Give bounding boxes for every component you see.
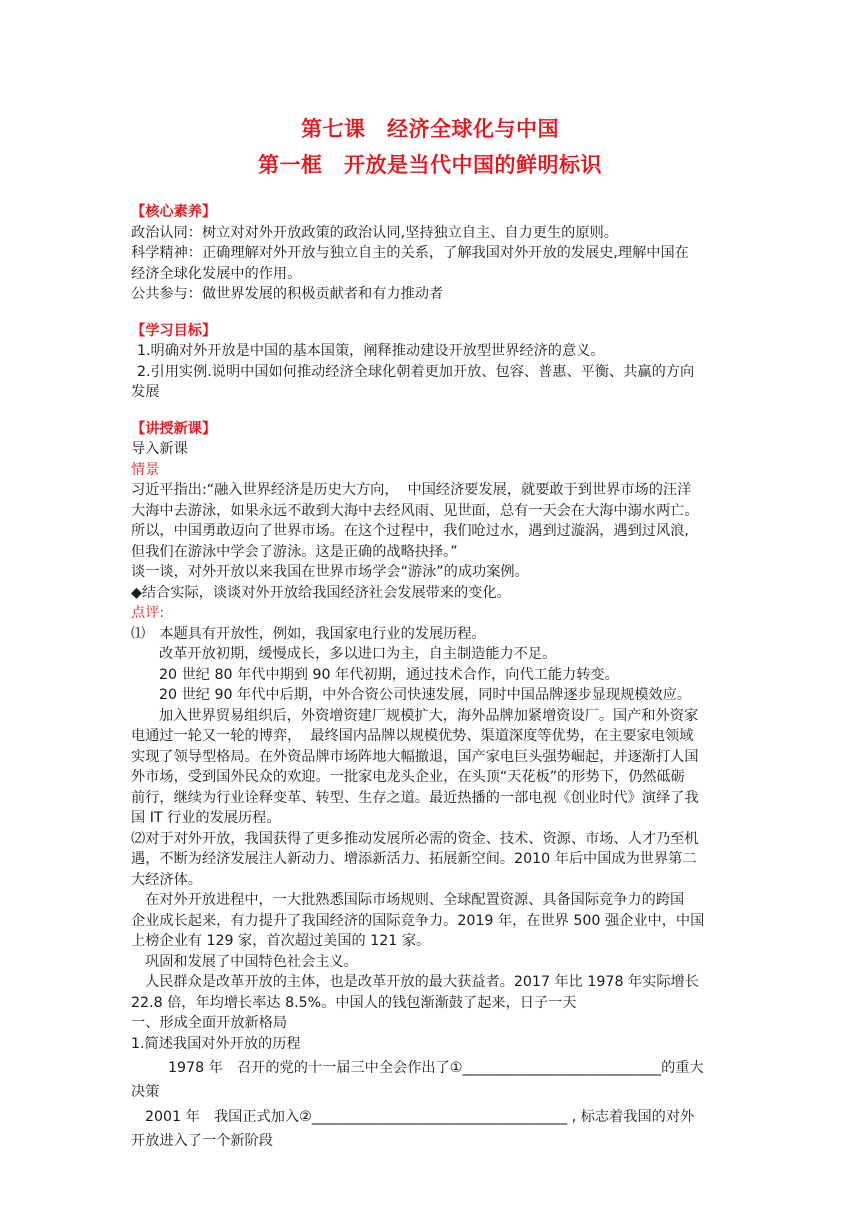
core-heading: 【核心素养】 (131, 204, 217, 220)
core-line: 经济全球化发展中的作用。 (131, 265, 302, 282)
fill-in-2001-cont: 开放进入了一个新阶段 (131, 1132, 273, 1149)
comment-line: 实现了领导型格局。在外资品牌市场阵地大幅撤退，国产家电巨头强势崛起，并逐渐打人国 (131, 748, 699, 765)
comment-item-1: ⑴ 本题具有开放性，例如，我国家电行业的发展历程。 (131, 625, 486, 642)
document-body (131, 202, 737, 1151)
comment-sub-line: 20 世纪 90 年代中后期，中外合资公司快速发展，同时中国品牌逐步显现规模效应。 (159, 687, 692, 703)
core-line: 政治认同：树立对对外开放政策的政治认同,坚持独立自主、自力更生的原则。 (131, 224, 618, 241)
comment-line: 前行，继续为行业诠释变革、转型、生存之道。最近热播的一部电视《创业时代》演绎了我 (131, 789, 699, 806)
section-title: 第一框 开放是当代中国的鲜明标识 (258, 153, 602, 177)
comment-item-2: ⑵对于对外开放，我国获得了更多推动发展所必需的资金、技术、资源、市场、人才乃至机 (131, 830, 699, 847)
scene-line: 但我们在游泳中学会了游泳。这是正确的战略抉择。” (131, 543, 458, 560)
scene-line: 所以，中国勇敢迈向了世界市场。在这个过程中，我们呛过水，遇到过漩涡，遇到过风浪, (131, 523, 689, 539)
comment-line: 电通过一轮又一轮的博弈， 最终国内品牌以规模优势、渠道深度等优势，在主要家电领域 (131, 728, 694, 744)
goal-line: 1.明确对外开放是中国的基本国策，阐释推动建设开放型世界经济的意义。 (137, 343, 605, 359)
goal-line: 2.引用实例.说明中国如何推动经济全球化朝着更加开放、包容、普惠、平衡、共赢的方向 (137, 363, 695, 380)
scene-line: 谈一谈，对外开放以来我国在世界市场学会“游泳”的成功案例。 (131, 564, 529, 580)
lesson-title: 第七课 经济全球化与中国 (301, 117, 559, 141)
comment-line: 企业成长起来，有力提升了我国经济的国际竞争力。2019 年，在世界 500 强企业中，中国 (131, 912, 705, 929)
scene-line: 习近平指出:“融入世界经济是历史大方向， 中国经济要发展，就要敢于到世界市场的汪洋 (131, 482, 692, 498)
comment-line: 人民群众是改革开放的主体，也是改革开放的最大获益者。2017 年比 1978 年实际增长 (145, 974, 699, 990)
core-line: 公共参与：做世界发展的积极贡献者和有力推动者 (131, 286, 444, 302)
scene-line: ◆结合实际，谈谈对外开放给我国经济社会发展带来的变化。 (131, 584, 511, 601)
comment-sub-line: 20 世纪 80 年代中期到 90 年代初期，通过技术合作，向代工能力转变。 (159, 666, 619, 683)
comment-line: 上榜企业有 129 家，首次超过美国的 121 家。 (131, 933, 431, 949)
comment-line: 大经济体。 (131, 871, 202, 888)
part1-heading: 一、形成全面开放新格局 (131, 1015, 288, 1031)
comment-sub-line: 改革开放初期，缓慢成长，多以进口为主，自主制造能力不足。 (159, 646, 557, 662)
comment-line: 22.8 倍，年均增长率达 8.5%。中国人的钱包渐渐鼓了起来，日子一天 (131, 994, 577, 1011)
core-line: 科学精神：正确理解对外开放与独立自主的关系，了解我国对外开放的发展史,理解中国在 (131, 245, 689, 261)
scene-label: 情景 (131, 461, 160, 478)
part1-subheading: 1.简述我国对外开放的历程 (131, 1035, 301, 1052)
goals-heading: 【学习目标】 (131, 322, 217, 339)
comment-sub-line: 加入世界贸易组织后，外资增资建厂规模扩大，海外品牌加紧增资设厂。国产和外资家 (159, 707, 699, 724)
fill-in-1978-cont: 决策 (131, 1084, 160, 1100)
comment-line: 外市场，受到国外民众的欢迎。一批家电龙头企业，在头顶“天花板”的形势下，仍然砥砺 (131, 769, 685, 785)
comment-line: 巩固和发展了中国特色社会主义。 (145, 953, 358, 970)
scene-line: 大海中去游泳，如果永远不敢到大海中去经风雨、见世面，总有一天会在大海中溺水两亡。 (131, 502, 699, 519)
fill-in-2001: 2001 年 我国正式加入②____________________________________ , 标志着我国的对外 (145, 1108, 695, 1125)
goal-line: 发展 (131, 384, 160, 400)
lecture-heading: 【讲授新课】 (131, 420, 217, 437)
comment-line: 国 IT 行业的发展历程。 (131, 810, 281, 826)
comment-line: 在对外开放进程中，一大批熟悉国际市场规则、全球配置资源、具备国际竞争力的跨国 (145, 892, 685, 908)
comment-line: 遇，不断为经济发展注人新动力、增添新活力、拓展新空间。2010 年后中国成为世界第二 (131, 851, 697, 867)
comment-label: 点评: (131, 605, 165, 621)
lecture-intro: 导入新课 (131, 441, 188, 457)
fill-in-1978: 1978 年 召开的党的十一届三中全会作出了①____________________________的重大 (168, 1060, 704, 1076)
